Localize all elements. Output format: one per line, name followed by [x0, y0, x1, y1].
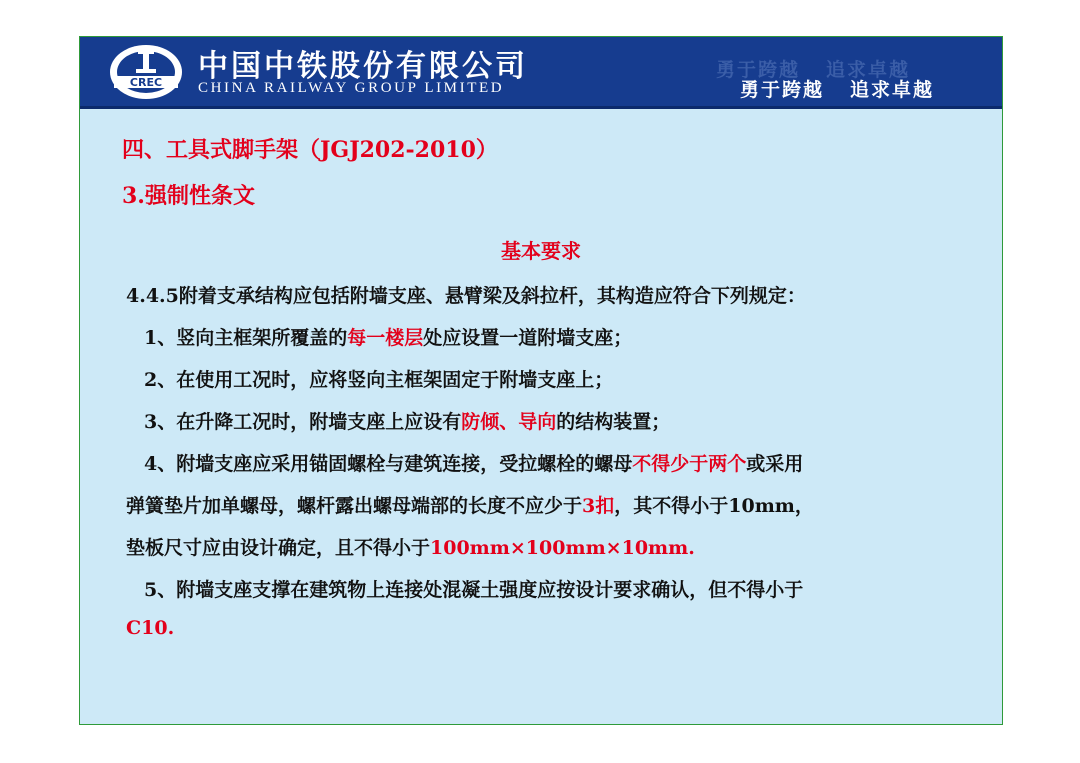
item-4-line-1-c: 或采用: [746, 453, 804, 475]
item-4-line-1: [144, 449, 803, 476]
slogan-2: 追求卓越: [850, 79, 935, 101]
item-2: 2、在使用工况时，应将竖向主框架固定于附墙支座上；: [144, 369, 614, 391]
slide-title: 四、工具式脚手架（JGJ202-2010）: [122, 137, 498, 163]
item-4-highlight-2: 3扣: [582, 495, 615, 517]
crec-logo-icon: [108, 43, 184, 101]
item-4-highlight-3: 100mm×100mm×10mm.: [430, 537, 695, 559]
section-heading: 基本要求: [501, 239, 581, 263]
item-1-c: 处应设置一道附墙支座；: [423, 327, 633, 349]
slide-subtitle: 3.强制性条文: [122, 183, 255, 209]
item-3-highlight: 防倾、导向: [461, 411, 557, 433]
slide: [79, 36, 1003, 725]
item-1-highlight: 每一楼层: [347, 327, 424, 349]
item-3: [144, 407, 670, 434]
slogan-shadow-2: 追求卓越: [826, 59, 911, 81]
item-4-line-2-a: 弹簧垫片加单螺母，螺杆露出螺母端部的长度不应少于: [126, 495, 583, 517]
item-1: [144, 323, 632, 350]
logo-text: CREC: [129, 76, 163, 89]
item-3-a: 3、在升降工况时，附墙支座上应设有: [144, 411, 462, 433]
item-4-line-2-c: ，其不得小于10mm，: [614, 495, 814, 517]
slogan-shadow-1: 勇于跨越: [716, 59, 801, 81]
item-4-line-3: [126, 533, 695, 560]
item-4-highlight-1: 不得少于两个: [632, 453, 747, 475]
slogan: [740, 75, 934, 102]
item-4-line-1-a: 4、附墙支座应采用锚固螺栓与建筑连接，受拉螺栓的螺母: [144, 453, 633, 475]
item-1-a: 1、竖向主框架所覆盖的: [144, 327, 348, 349]
item-5-line-1: 5、附墙支座支撑在建筑物上连接处混凝土强度应按设计要求确认，但不得小于: [144, 579, 804, 601]
item-5-line-2: C10.: [126, 617, 175, 639]
company-name-cn: 中国中铁股份有限公司: [198, 49, 528, 84]
item-4-line-3-a: 垫板尺寸应由设计确定，且不得小于: [126, 537, 431, 559]
header-banner: [80, 37, 1002, 109]
intro-line: 4.4.5附着支承结构应包括附墙支座、悬臂梁及斜拉杆，其构造应符合下列规定：: [126, 285, 806, 307]
item-3-c: 的结构装置；: [556, 411, 671, 433]
item-4-line-2: [126, 491, 814, 518]
company-name-en: CHINA RAILWAY GROUP LIMITED: [198, 80, 505, 96]
slogan-1: 勇于跨越: [740, 79, 825, 101]
